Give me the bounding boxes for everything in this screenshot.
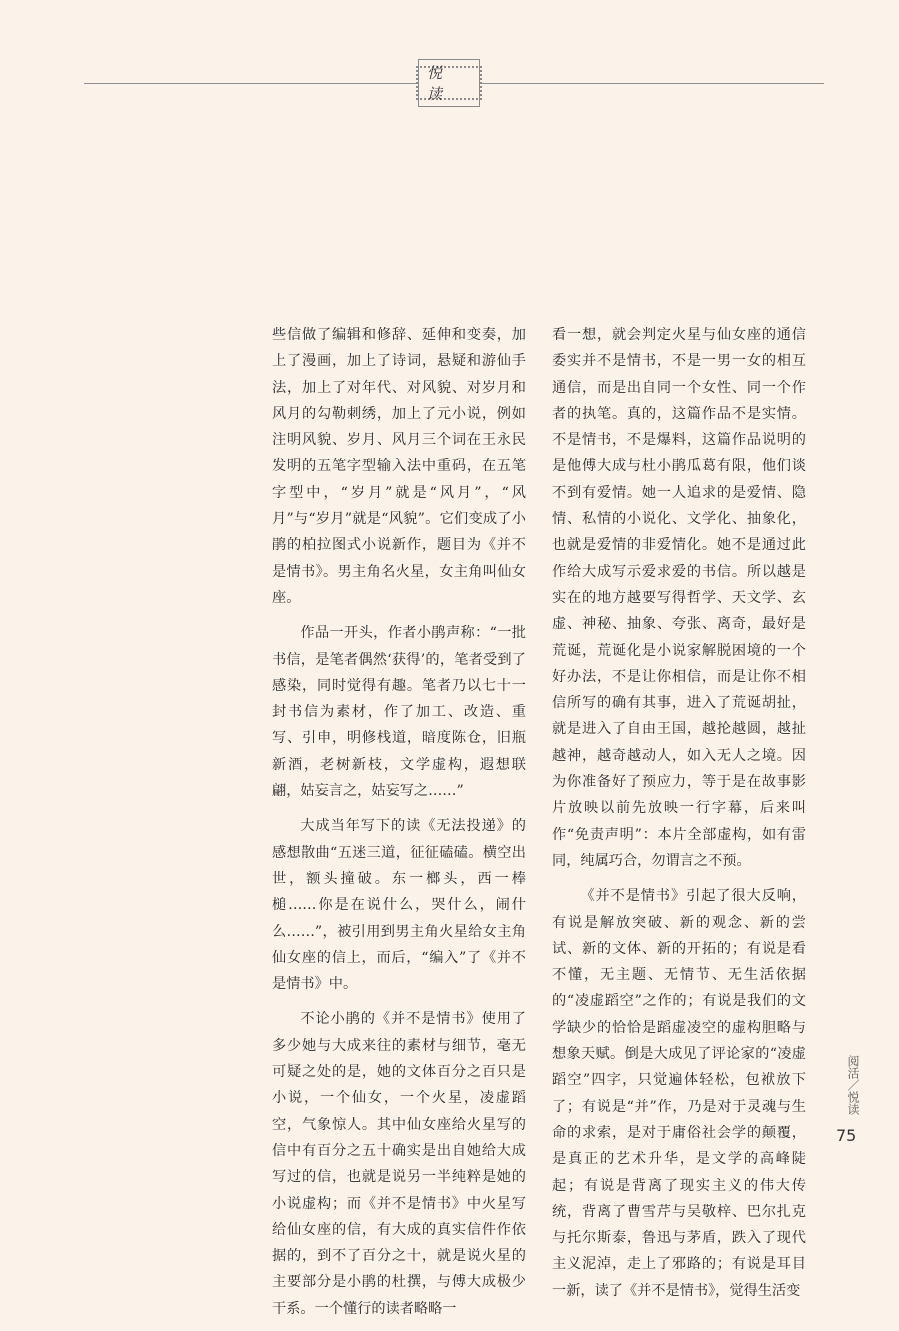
paragraph: 作品一开头，作者小鹃声称：“一批书信，是笔者偶然‘获得’的，笔者受到了感染，同时觉得有趣。笔者乃以七十一封书信为素材，作了加工、改造、重写、引申，明修栈道，暗度陈仓，旧瓶新酒，老树新枝，文学虚构，遐想联翩，姑妄言之，姑妄写之……” [272,625,526,800]
page-number: 75 [836,1126,857,1145]
left-column [272,322,526,1331]
paragraph: 些信做了编辑和修辞、延伸和变奏，加上了漫画，加上了诗词，悬疑和游仙手法，加上了对年代、对风貌、对岁月和风月的勾勒刺绣，加上了元小说，例如注明风貌、岁月、风月三个词在王永民发明的五笔字型输入法中重码，在五笔字型中，“岁月”就是“风月”，“风月”与“岁月”就是“风貌”。它们变成了小鹃的柏拉图式小说新作，题目为《并不是情书》。男主角名火星，女主角叫仙女座。 [272,327,526,606]
right-column [552,322,806,1313]
paragraph: 看一想，就会判定火星与仙女座的通信委实并不是情书，不是一男一女的相互通信，而是出自同一个女性、同一个作者的执笔。真的，这篇作品不是实情。不是情书，不是爆料，这篇作品说明的是他傅大成与杜小鹃瓜葛有限，他们谈不到有爱情。她一人追求的是爱情、隐情、私情的小说化、文学化、抽象化，也就是爱情的非爱情化。她不是通过此作给大成写示爱求爱的书信。所以越是实在的地方越要写得哲学、天文学、玄虚、神秘、抽象、夸张、离奇，最好是荒诞，荒诞化是小说家解脱困境的一个好办法，不是让你相信，而是让你不相信所写的确有其事，进入了荒诞胡扯，就是进入了自由王国，越抡越圆，越扯越神，越奇越动人，如入无人之境。因为你准备好了预应力，等于是在故事影片放映以前先放映一行字幕，后来叫作“免责声明”：本片全部虚构，如有雷同，纯属巧合，勿谓言之不预。 [552,327,806,869]
section-title: 悦 读 [418,59,480,107]
magazine-label: 阅活／悦读 [846,1055,860,1115]
paragraph: 大成当年写下的读《无法投递》的感想散曲“五迷三道，征征磕磕。横空出世，额头撞破。东一榔头，西一棒槌……你是在说什么，哭什么，闹什么……”，被引用到男主角火星给女主角仙女座的信上，而后，“编入”了《并不是情书》中。 [272,818,526,993]
paragraph: 不论小鹃的《并不是情书》使用了多少她与大成来往的素材与细节，毫无可疑之处的是，她的文体百分之百只是小说，一个仙女，一个火星，凌虚蹈空，气象惊人。其中仙女座给火星写的信中有百分之五十确实是出自她给大成写过的信，也就是说另一半纯粹是她的小说虚构；而《并不是情书》中火星写给仙女座的信，有大成的真实信件作依据的，到不了百分之十，就是说火星的主要部分是小鹃的杜撰，与傅大成极少干系。一个懂行的读者略略一 [272,1011,526,1317]
paragraph: 《并不是情书》引起了很大反响，有说是解放突破、新的观念、新的尝试、新的文体、新的开拓的；有说是看不懂，无主题、无情节、无生活依据的“凌虚蹈空”之作的；有说是我们的文学缺少的恰恰是蹈虚凌空的虚构胆略与想象天赋。倒是大成见了评论家的“凌虚蹈空”四字，只觉遍体轻松，包袱放下了；有说是“并”作，乃是对于灵魂与生命的求索，是对于庸俗社会学的颠覆，是真正的艺术升华，是文学的高峰陡起；有说是背离了现实主义的伟大传统，背离了曹雪芹与吴敬梓、巴尔扎克与托尔斯泰，鲁迅与茅盾，跌入了现代主义泥淖，走上了邪路的；有说是耳目一新，读了《并不是情书》，觉得生活变 [552,888,806,1299]
section-badge [416,64,482,103]
